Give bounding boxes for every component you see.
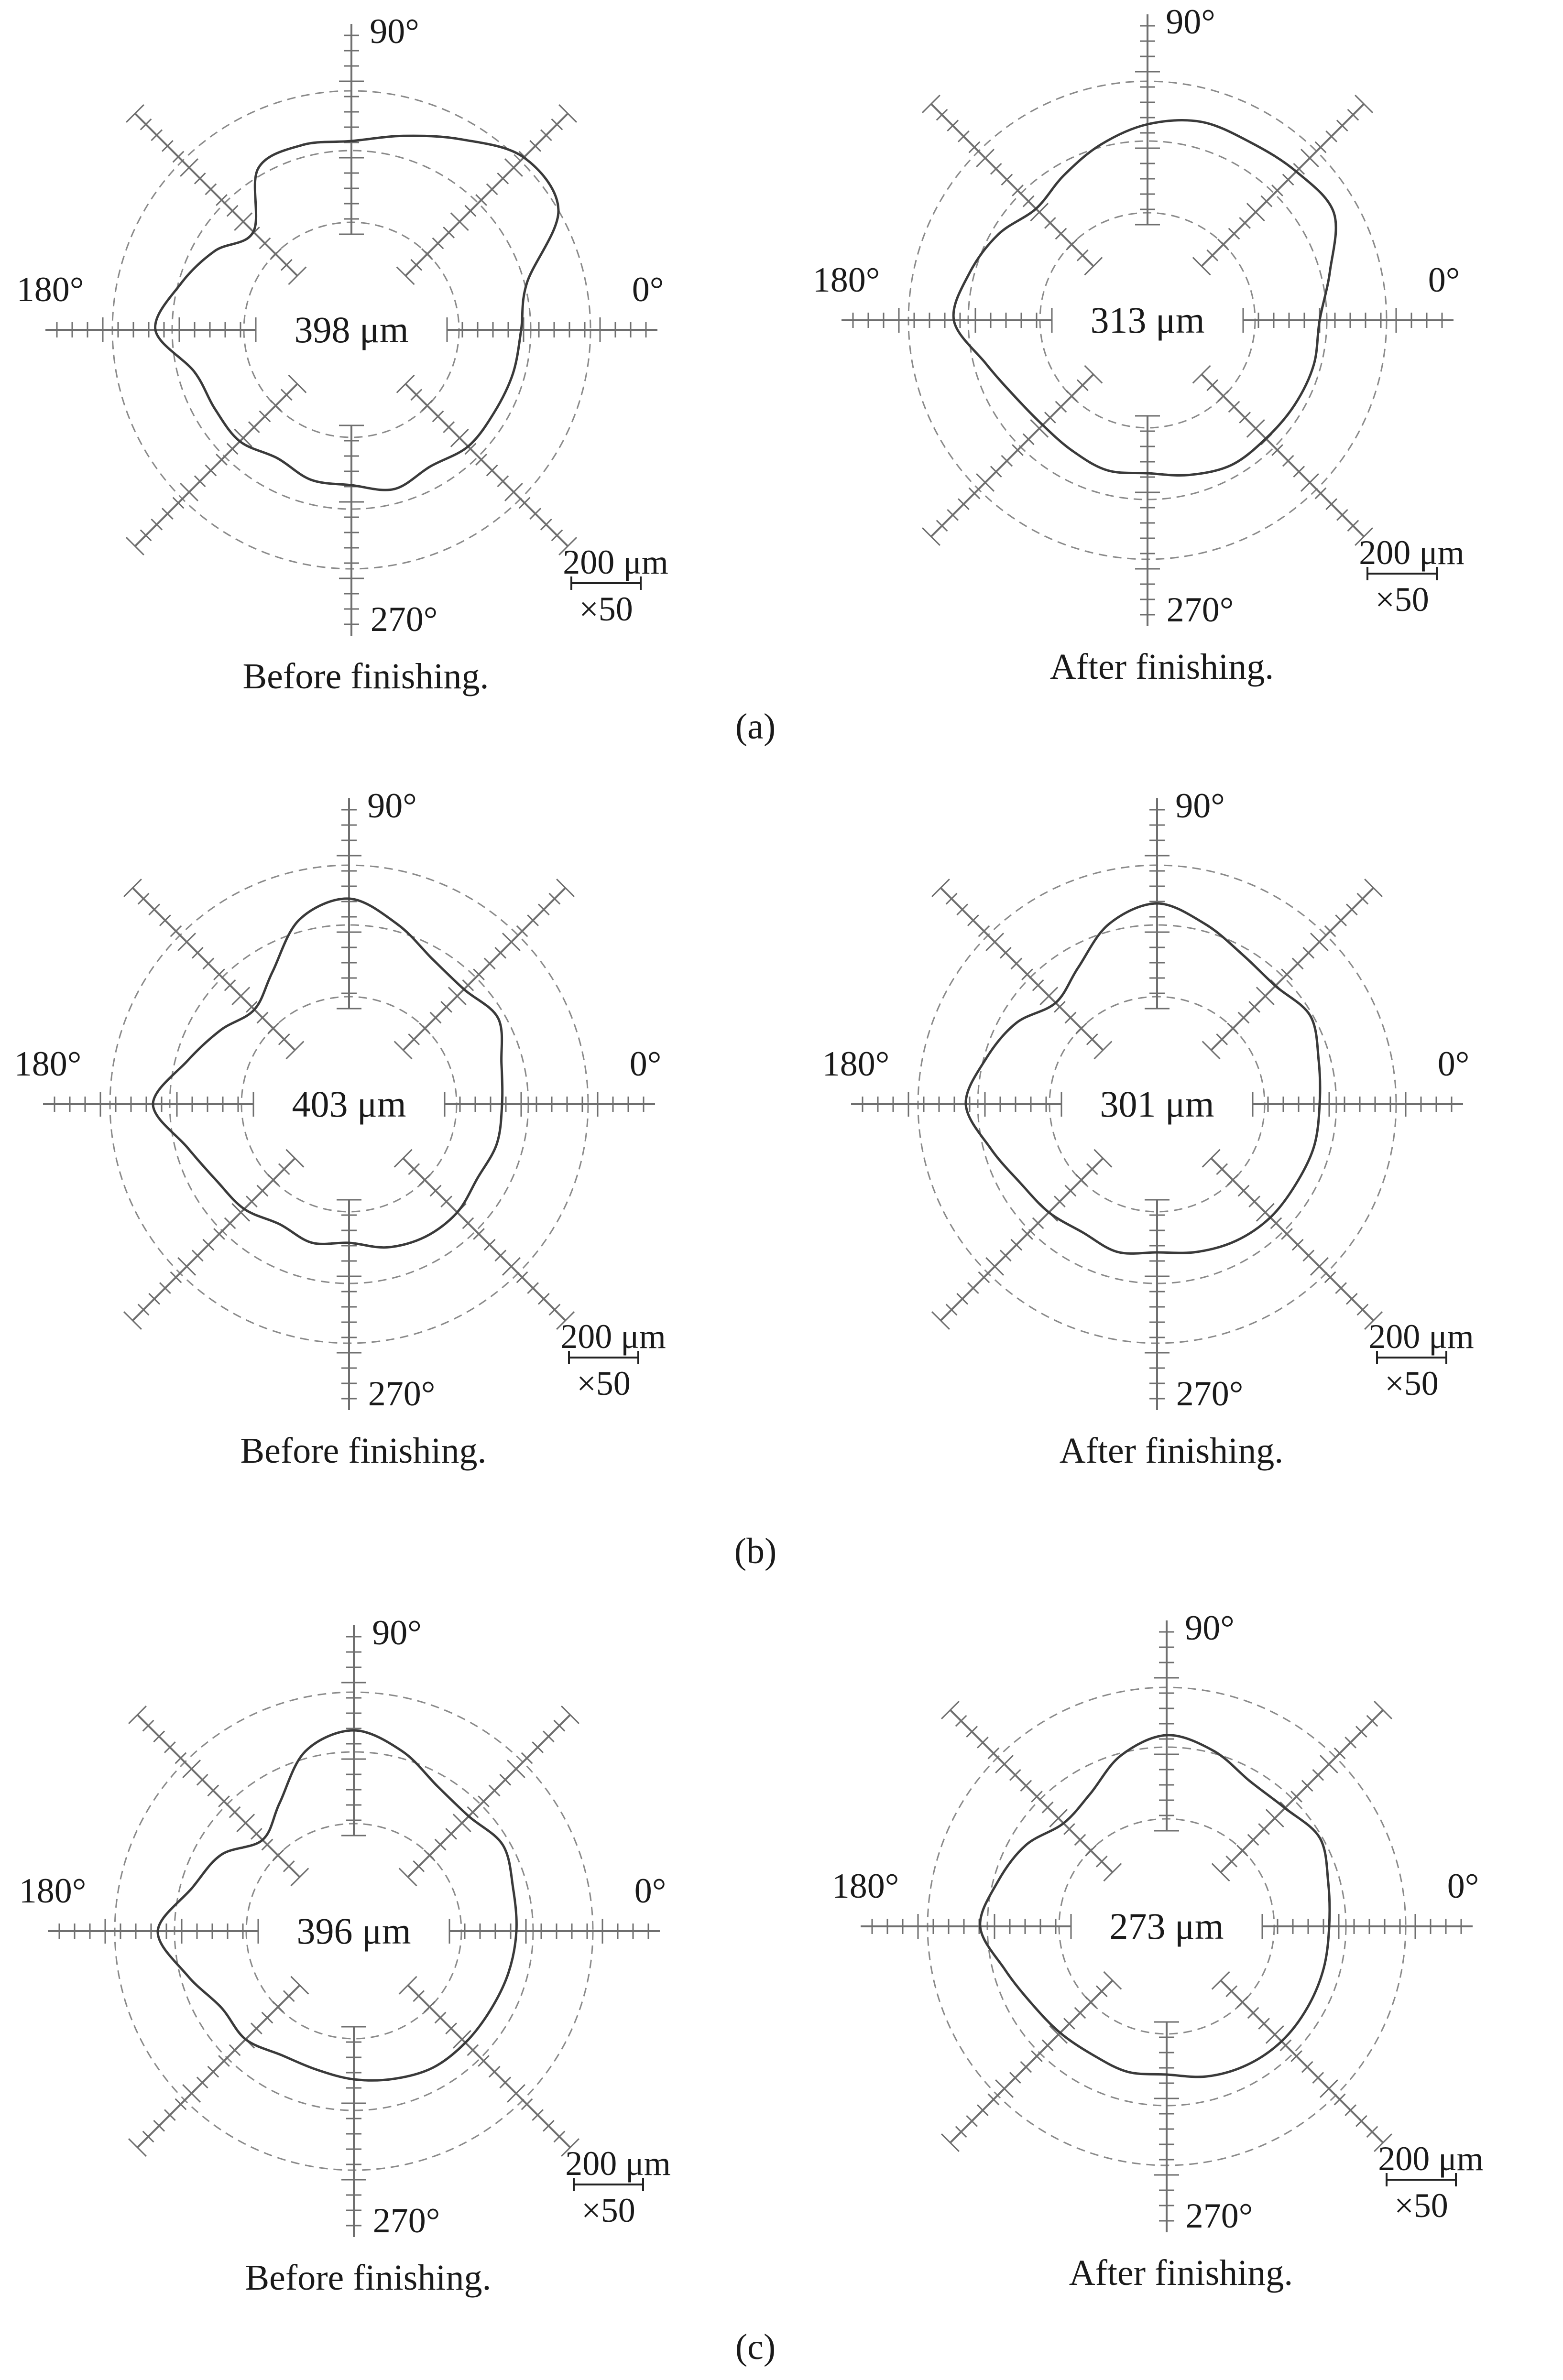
angle-label-90: 90° [1185, 1608, 1235, 1648]
angle-label-270: 270° [1176, 1374, 1244, 1413]
roundness-value: 396 μm [296, 1910, 411, 1952]
angle-label-0: 0° [1437, 1044, 1470, 1084]
polar-plot-2 [813, 2, 1465, 687]
radial-axis [403, 1158, 565, 1320]
panel-label-b: (b) [734, 1531, 777, 1571]
angle-label-0: 0° [629, 1044, 662, 1084]
roundness-profile [966, 903, 1320, 1253]
roundness-profile [953, 120, 1336, 475]
radial-axis [931, 374, 1093, 536]
radial-axis [1202, 104, 1364, 266]
roundness-profile [153, 899, 503, 1248]
angle-label-90: 90° [370, 12, 419, 51]
magnification-label: ×50 [1375, 580, 1429, 619]
polar-plot-5 [19, 1613, 671, 2298]
radial-axis [405, 384, 568, 546]
scale-label: 200 μm [565, 2144, 671, 2183]
polar-plot-3 [14, 786, 666, 1471]
magnification-label: ×50 [579, 590, 633, 628]
angle-label-270: 270° [368, 1374, 436, 1413]
angle-label-270: 270° [370, 600, 438, 639]
radial-axis [137, 1715, 299, 1877]
angle-label-90: 90° [1175, 786, 1225, 826]
radial-axis [132, 1158, 295, 1320]
plot-caption: Before finishing. [240, 1431, 487, 1471]
panel-label-a: (a) [735, 706, 776, 747]
roundness-value: 273 μm [1109, 1905, 1224, 1947]
angle-label-180: 180° [14, 1044, 82, 1084]
angle-label-270: 270° [1166, 590, 1234, 630]
radial-axis [940, 1158, 1103, 1320]
angle-label-180: 180° [19, 1871, 87, 1911]
polar-plot-panels [14, 2, 1484, 2298]
magnification-label: ×50 [1385, 1364, 1439, 1402]
scale-label: 200 μm [563, 543, 668, 581]
roundness-value: 313 μm [1090, 299, 1205, 341]
angle-label-270: 270° [372, 2201, 440, 2240]
polar-plot-1 [17, 12, 668, 696]
angle-label-180: 180° [822, 1044, 890, 1084]
scale-label: 200 μm [1378, 2140, 1484, 2178]
angle-label-0: 0° [1428, 261, 1460, 300]
scale-label: 200 μm [1368, 1317, 1474, 1356]
radial-axis [403, 888, 565, 1050]
magnification-label: ×50 [577, 1364, 631, 1402]
plot-caption: Before finishing. [245, 2258, 492, 2298]
radial-axis [1221, 1710, 1383, 1872]
roundness-profile [158, 1730, 516, 2080]
angle-label-90: 90° [372, 1613, 422, 1652]
radial-axis [931, 104, 1093, 266]
radial-axis [137, 1985, 299, 2147]
scale-label: 200 μm [560, 1317, 666, 1356]
radial-axis [135, 384, 297, 546]
radial-axis [950, 1710, 1112, 1872]
roundness-value: 403 μm [292, 1083, 406, 1125]
roundness-value: 301 μm [1100, 1083, 1214, 1125]
roundness-value: 398 μm [294, 309, 409, 350]
angle-label-180: 180° [16, 270, 84, 309]
angle-label-90: 90° [1166, 2, 1215, 42]
panel-label-c: (c) [735, 2327, 776, 2367]
polar-plot-4 [822, 786, 1474, 1471]
radial-axis [408, 1985, 570, 2147]
magnification-label: ×50 [1394, 2186, 1448, 2225]
angle-label-180: 180° [831, 1867, 899, 1906]
angle-label-0: 0° [1447, 1867, 1479, 1906]
scale-label: 200 μm [1359, 533, 1465, 572]
angle-label-90: 90° [367, 786, 417, 826]
angle-label-270: 270° [1185, 2196, 1253, 2236]
plot-caption: After finishing. [1069, 2253, 1293, 2293]
plot-caption: Before finishing. [242, 656, 489, 696]
polar-plot-6 [832, 1608, 1484, 2293]
radial-axis [1211, 1158, 1373, 1320]
angle-label-0: 0° [634, 1871, 667, 1911]
angle-label-0: 0° [632, 270, 664, 309]
plot-caption: After finishing. [1049, 647, 1274, 687]
radial-axis [408, 1715, 570, 1877]
radial-axis [1221, 1980, 1383, 2142]
radial-axis [1211, 888, 1373, 1050]
radial-axis [132, 888, 295, 1050]
magnification-label: ×50 [581, 2191, 635, 2229]
angle-label-180: 180° [812, 261, 880, 300]
plot-caption: After finishing. [1059, 1431, 1284, 1471]
radial-axis [1202, 374, 1364, 536]
